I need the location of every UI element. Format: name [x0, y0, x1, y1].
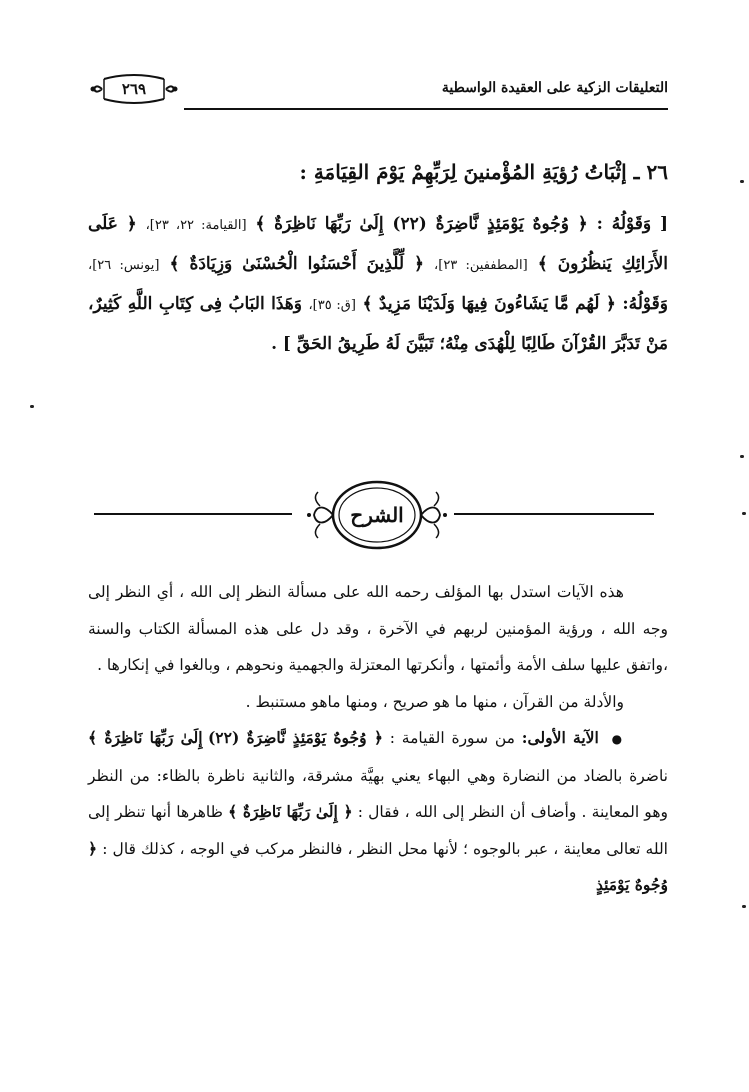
- matn-line-2: ﴿ عَلَى الأَرَائِكِ يَنظُرُونَ ﴾: [88, 214, 668, 274]
- matn-ref-3: [يونس: ٢٦]،: [88, 258, 160, 273]
- scan-speck: [740, 180, 744, 183]
- sharh-divider: [88, 476, 668, 554]
- verse-lead: الآية الأولى:: [521, 728, 599, 747]
- book-title: التعليقات الزكية على العقيدة الواسطية: [441, 80, 668, 96]
- header-divider: [184, 108, 668, 110]
- matn-ref-4: [ق: ٣٥]،: [308, 298, 356, 313]
- scan-speck: [740, 455, 744, 458]
- matn-line-3: ﴿ لِّلَّذِينَ أَحْسَنُوا الْحُسْنَىٰ وَزِيَادَةٌ ﴾: [169, 254, 425, 274]
- matn-line-5: وَهَذَا البَابُ فِى كِتَابِ اللَّهِ كَثِيرٌ، مَنْ تَدَبَّرَ القُرْآنَ طَالِبًا لِلْهُدَى مِنْهُ؛ تَبَيَّنَ لَهُ طَرِيقُ الحَقِّ ] .: [88, 294, 668, 354]
- divider-line-right: [454, 513, 654, 515]
- commentary-paragraph-1: هذه الآيات استدل بها المؤلف رحمه الله على مسألة النظر إلى الله ، أي النظر إلى وجه الله ، ورؤية المؤمنين لربهم في الآخرة ، وقد دل على هذه المسألة الكتاب والسنة ،واتفق عليها سلف الأمة وأئمتها ، وأنكرتها المعتزلة والجهمية ونحوهم ، وبالغوا في إنكارها .: [88, 583, 668, 674]
- quran-verse-3: ﴿ وُجُوهٌ يَوْمَئِذٍ: [88, 838, 668, 894]
- bullet-icon: ●: [611, 732, 624, 746]
- matn-text: [88, 205, 668, 364]
- para3-intro: من سورة القيامة :: [389, 729, 515, 747]
- sharh-label: الشرح: [350, 503, 404, 527]
- scan-speck: [30, 405, 34, 408]
- section-heading: ٢٦ ـ إثْبَاتُ رُؤيَةِ المُؤْمنينَ لِرَبِّهِمْ يَوْمَ القِيَامَةِ :: [299, 160, 668, 184]
- sharh-ornament: [306, 476, 448, 554]
- matn-line-4: وَقَوْلُهُ: ﴿ لَهُم مَّا يَشَاءُونَ فِيهَا وَلَدَيْنَا مَزِيدٌ ﴾: [362, 294, 669, 314]
- commentary-text: [88, 574, 668, 904]
- running-header: [88, 72, 668, 112]
- commentary-paragraph-2: والأدلة من القرآن ، منها ما هو صريح ، ومنها ماهو مستنبط .: [245, 692, 624, 711]
- scan-speck: [742, 512, 746, 515]
- matn-ref-2: [المطففين: ٢٣]،: [434, 258, 528, 273]
- scan-speck: [742, 905, 746, 908]
- para3-body: ناضرة بالضاد من النضارة وهي البهاء يعني بهيَّة مشرقة، والثانية ناظرة بالظاء: من النظر وهو المعاينة . وأضاف أن النظر إلى الله ، فقال :: [88, 766, 668, 821]
- commentary-paragraph-3: [88, 720, 668, 904]
- para3-body-2: ظاهرها أنها تنظر إلى الله تعالى معاينة ، عبر بالوجوه ؛ لأنها محل النظر ، فالنظر مركب في الوجه ، كذلك قال :: [88, 803, 668, 858]
- quran-verse-2: ﴿ إِلَىٰ رَبِّهَا نَاظِرَةٌ ﴾: [228, 802, 353, 821]
- quran-verse-1: ﴿ وُجُوهٌ يَوْمَئِذٍ نَّاضِرَةٌ (٢٢) إِلَىٰ رَبِّهَا نَاظِرَةٌ ﴾: [88, 728, 383, 747]
- page-number: ٢٦٩: [121, 80, 147, 98]
- divider-line-left: [94, 513, 292, 515]
- matn-ref-1: [القيامة: ٢٢، ٢٣]،: [145, 218, 247, 233]
- page-number-ornament: [88, 72, 180, 106]
- matn-line-1: [ وَقَوْلُهُ : ﴿ وُجُوهٌ يَوْمَئِذٍ نَّاضِرَةٌ (٢٢) إِلَىٰ رَبِّهَا نَاظِرَةٌ ﴾: [255, 214, 668, 234]
